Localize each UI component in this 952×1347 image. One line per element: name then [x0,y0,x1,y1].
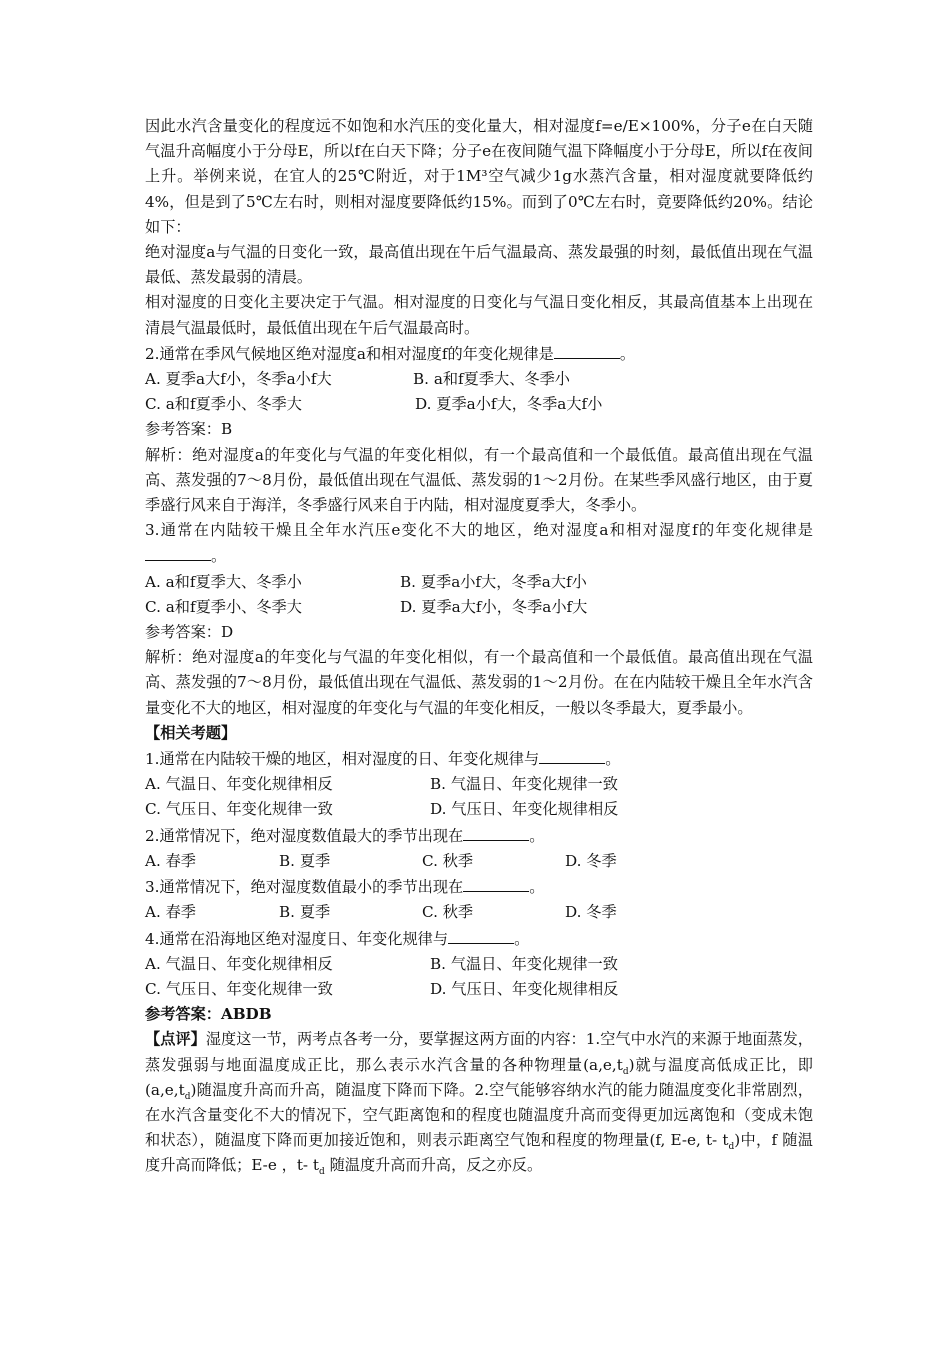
related-question-1-stem: 1.通常在内陆较干燥的地区，相对湿度的日、年变化规律与 。 [145,746,813,772]
related-question-3-options [145,900,813,925]
option-b: B. 夏季a小f大，冬季a大f小 [400,572,587,591]
related-question-1-options-row-2 [145,797,813,822]
option-d: D. 冬季 [565,903,617,922]
option-d: D. 气压日、年变化规律相反 [430,800,619,819]
related-answer-key: 参考答案：ABDB [145,1005,272,1024]
answer-blank [463,874,529,892]
intro-paragraph-1: 因此水汽含量变化的程度远不如饱和水汽压的变化量大，相对湿度f=e/E×100%，分子e在白天随气温升高幅度小于分母E，所以f在白天下降；分子e在夜间随气温下降幅度小于分母E，所以f在夜间上升。举例来说，在宜人的25℃附近，对于1M³空气减少1g水蒸汽含量，相对湿度就要降低约4%，但是到了5℃左右时，则相对湿度要降低约15%。而到了0℃左右时，竟要降低约20%。结论如下： [145,117,813,236]
option-b: B. 夏季 [279,851,331,870]
answer-blank [448,926,514,944]
option-b: B. 夏季 [279,903,331,922]
related-question-4-options-row-1 [145,952,813,977]
answer-blank [145,543,211,561]
option-a: A. 春季 [145,903,196,922]
option-a: A. a和f夏季大、冬季小 [145,572,302,591]
question-2-options-row-2 [145,392,813,417]
related-question-2-stem: 2.通常情况下，绝对湿度数值最大的季节出现在 。 [145,823,813,849]
option-c: C. 气压日、年变化规律一致 [145,800,333,819]
answer-blank [554,341,620,359]
option-b: B. 气温日、年变化规律一致 [430,954,618,973]
related-question-3-stem: 3.通常情况下，绝对湿度数值最小的季节出现在 。 [145,874,813,900]
option-d: D. 夏季a小f大，冬季a大f小 [415,395,603,414]
option-c: C. a和f夏季小、冬季大 [145,597,302,616]
review-label: 【点评】 [145,1030,206,1049]
option-c: C. 秋季 [422,851,474,870]
document-page [145,114,813,1179]
question-3-options-row-1 [145,570,813,595]
option-d: D. 夏季a大f小，冬季a小f大 [400,597,588,616]
question-2-analysis: 解析：绝对湿度a的年变化与气温的年变化相似，有一个最高值和一个最低值。最高值出现在气温高、蒸发强的7～8月份，最低值出现在气温低、蒸发弱的1～2月份。在某些季风盛行地区，由于夏季盛行风来自于海洋，冬季盛行风来自于内陆，相对湿度夏季大，冬季小。 [145,445,813,515]
review-paragraph: 【点评】湿度这一节，两考点各考一分，要掌握这两方面的内容：1.空气中水汽的来源于地面蒸发，蒸发强弱与地面温度成正比，那么表示水汽含量的各种物理量$(a,e,t_d)$就与温度高低成正比，即$(a,e,t_d)$随温度升高而升高，随温度下降而下降。2.空气能够容纳水汽的能力随温度变化非常剧烈，在水汽含量变化不大的情况下，空气距离饱和的程度也随温度升高而变得更加远离饱和（变成未饱和状态），随温度下降而更加接近饱和，则表示距离空气饱和程度的物理量(f, E-e, t- $t_d$)中，f 随温度升高而降低；E-e ，t- $t_d$ 随温度升高而升高，反之亦反。 [145,1030,813,1178]
intro-paragraph-2: 绝对湿度a与气温的日变化一致，最高值出现在午后气温最高、蒸发最强的时刻，最低值出现在气温最低、蒸发最弱的清晨。 [145,243,813,287]
related-question-4-stem: 4.通常在沿海地区绝对湿度日、年变化规律与 。 [145,926,813,952]
answer-blank [539,746,605,764]
question-3-analysis: 解析：绝对湿度a的年变化与气温的年变化相似，有一个最高值和一个最低值。最高值出现在气温高、蒸发强的7～8月份，最低值出现在气温低、蒸发弱的1～2月份。在在内陆较干燥且全年水汽含量变化不大的地区，相对湿度的年变化与气温的年变化相反，一般以冬季最大，夏季最小。 [145,648,813,717]
question-3-stem: 3.通常在内陆较干燥且全年水汽压e变化不大的地区，绝对湿度a和相对湿度f的年变化规律是。 [145,521,813,566]
option-b: B. 气温日、年变化规律一致 [430,775,618,794]
option-d: D. 冬季 [565,851,617,870]
question-2-stem: 2.通常在季风气候地区绝对湿度a和相对湿度f的年变化规律是 。 [145,341,813,367]
option-d: D. 气压日、年变化规律相反 [430,979,619,998]
option-c: C. 气压日、年变化规律一致 [145,979,333,998]
option-a: A. 气温日、年变化规律相反 [145,775,333,794]
option-c: C. a和f夏季小、冬季大 [145,395,302,414]
question-2-options-row-1 [145,367,813,392]
related-question-1-options-row-1 [145,772,813,797]
question-3-options-row-2 [145,595,813,620]
related-question-2-options [145,849,813,874]
related-question-4-options-row-2 [145,977,813,1002]
intro-paragraph-3: 相对湿度的日变化主要决定于气温。相对湿度的日变化与气温日变化相反，其最高值基本上出现在清晨气温最低时，最低值出现在午后气温最高时。 [145,293,813,337]
option-b: B. a和f夏季大、冬季小 [413,370,570,389]
option-a: A. 气温日、年变化规律相反 [145,954,333,973]
related-questions-heading: 【相关考题】 [145,723,237,742]
option-a: A. 夏季a大f小，冬季a小f大 [145,370,332,389]
option-c: C. 秋季 [422,903,474,922]
question-2-answer: 参考答案：B [145,420,233,439]
option-a: A. 春季 [145,851,196,870]
question-3-answer: 参考答案：D [145,623,234,642]
answer-blank [463,823,529,841]
